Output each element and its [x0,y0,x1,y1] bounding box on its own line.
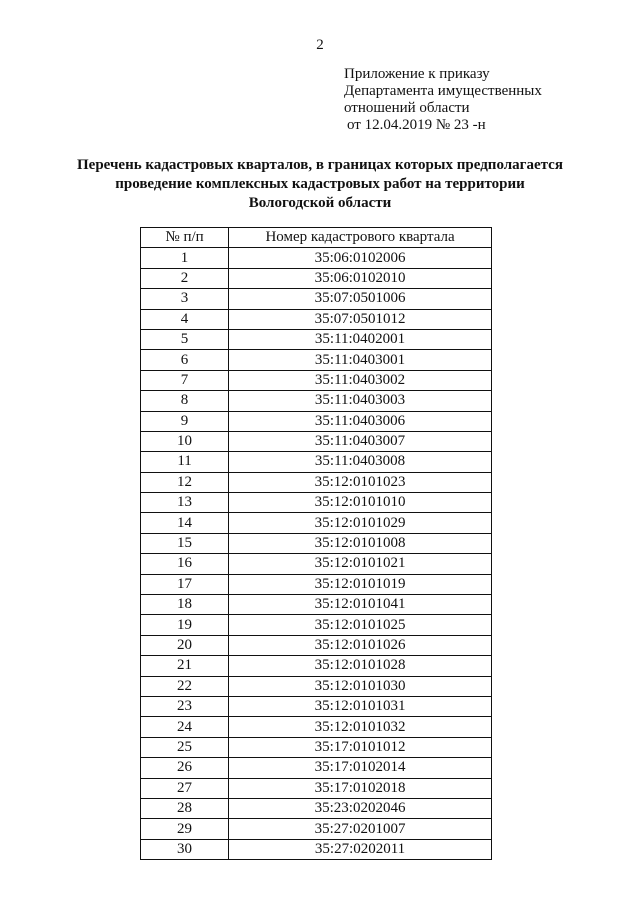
cadastral-quarter-number: 35:11:0402001 [229,329,492,349]
row-number: 28 [141,798,229,818]
cadastral-quarter-number: 35:07:0501006 [229,289,492,309]
cadastral-quarter-number: 35:17:0102018 [229,778,492,798]
table-row [141,696,492,716]
table-row [141,472,492,492]
row-number: 8 [141,391,229,411]
table-row [141,758,492,778]
cadastral-quarter-number: 35:12:0101041 [229,595,492,615]
table-body [141,248,492,860]
row-number: 5 [141,329,229,349]
row-number: 25 [141,737,229,757]
row-number: 18 [141,595,229,615]
cadastral-quarter-number: 35:12:0101008 [229,533,492,553]
table-row [141,615,492,635]
cadastral-quarter-number: 35:11:0403006 [229,411,492,431]
cadastral-quarter-number: 35:06:0102010 [229,268,492,288]
table-row [141,839,492,859]
row-number: 10 [141,431,229,451]
row-number: 3 [141,289,229,309]
table-row [141,737,492,757]
row-number: 9 [141,411,229,431]
row-number: 12 [141,472,229,492]
cadastral-quarters-table [140,227,492,860]
cadastral-quarter-number: 35:12:0101031 [229,696,492,716]
cadastral-quarter-number: 35:06:0102006 [229,248,492,268]
row-number: 29 [141,819,229,839]
table-row [141,350,492,370]
table-header-row [141,228,492,248]
cadastral-quarter-number: 35:07:0501012 [229,309,492,329]
document-title [60,156,580,213]
row-number: 7 [141,370,229,390]
table-row [141,391,492,411]
appendix-order-date: от 12.04.2019 № 23 -н [347,117,486,133]
row-number: 22 [141,676,229,696]
row-number: 20 [141,635,229,655]
table-row [141,329,492,349]
cadastral-quarter-number: 35:12:0101019 [229,574,492,594]
table-row [141,656,492,676]
cadastral-quarter-number: 35:11:0403001 [229,350,492,370]
table-row [141,533,492,553]
cadastral-quarter-number: 35:27:0201007 [229,819,492,839]
table-row [141,431,492,451]
cadastral-quarter-number: 35:17:0102014 [229,758,492,778]
table-row [141,452,492,472]
cadastral-quarter-number: 35:23:0202046 [229,798,492,818]
row-number: 21 [141,656,229,676]
appendix-header [344,66,542,134]
row-number: 24 [141,717,229,737]
cadastral-quarter-number: 35:12:0101030 [229,676,492,696]
table-row [141,248,492,268]
cadastral-quarter-number: 35:11:0403003 [229,391,492,411]
table-row [141,676,492,696]
row-number: 15 [141,533,229,553]
table-row [141,513,492,533]
table-row [141,778,492,798]
title-line-2: проведение комплексных кадастровых работ на территории [115,176,525,192]
cadastral-quarter-number: 35:12:0101026 [229,635,492,655]
cadastral-quarter-number: 35:12:0101025 [229,615,492,635]
row-number: 19 [141,615,229,635]
row-number: 23 [141,696,229,716]
table-row [141,370,492,390]
table-row [141,798,492,818]
cadastral-quarter-number: 35:12:0101029 [229,513,492,533]
cadastral-quarter-number: 35:12:0101021 [229,554,492,574]
row-number: 26 [141,758,229,778]
cadastral-quarter-number: 35:11:0403002 [229,370,492,390]
cadastral-quarter-number: 35:12:0101023 [229,472,492,492]
row-number: 27 [141,778,229,798]
row-number: 16 [141,554,229,574]
header-number: № п/п [141,228,229,248]
table-row [141,268,492,288]
cadastral-quarter-number: 35:17:0101012 [229,737,492,757]
table-row [141,819,492,839]
appendix-line-3: отношений области [344,100,470,116]
cadastral-quarter-number: 35:11:0403008 [229,452,492,472]
appendix-line-1: Приложение к приказу [344,66,490,82]
row-number: 13 [141,493,229,513]
row-number: 1 [141,248,229,268]
row-number: 11 [141,452,229,472]
cadastral-quarter-number: 35:27:0202011 [229,839,492,859]
cadastral-quarter-number: 35:12:0101032 [229,717,492,737]
table-row [141,595,492,615]
cadastral-quarter-number: 35:12:0101028 [229,656,492,676]
row-number: 6 [141,350,229,370]
row-number: 4 [141,309,229,329]
table-header [141,228,492,248]
row-number: 2 [141,268,229,288]
row-number: 17 [141,574,229,594]
table-row [141,289,492,309]
page-number: 2 [316,37,324,53]
row-number: 30 [141,839,229,859]
title-line-3: Вологодской области [248,195,392,211]
title-line-1: Перечень кадастровых кварталов, в границах которых предполагается [77,157,563,173]
appendix-line-2: Департамента имущественных [344,83,542,99]
header-cadastral-number: Номер кадастрового квартала [229,228,492,248]
table-row [141,493,492,513]
cadastral-quarter-number: 35:12:0101010 [229,493,492,513]
cadastral-quarter-number: 35:11:0403007 [229,431,492,451]
table-row [141,309,492,329]
table-row [141,574,492,594]
table-row [141,635,492,655]
row-number: 14 [141,513,229,533]
table-row [141,554,492,574]
table-row [141,717,492,737]
table-row [141,411,492,431]
